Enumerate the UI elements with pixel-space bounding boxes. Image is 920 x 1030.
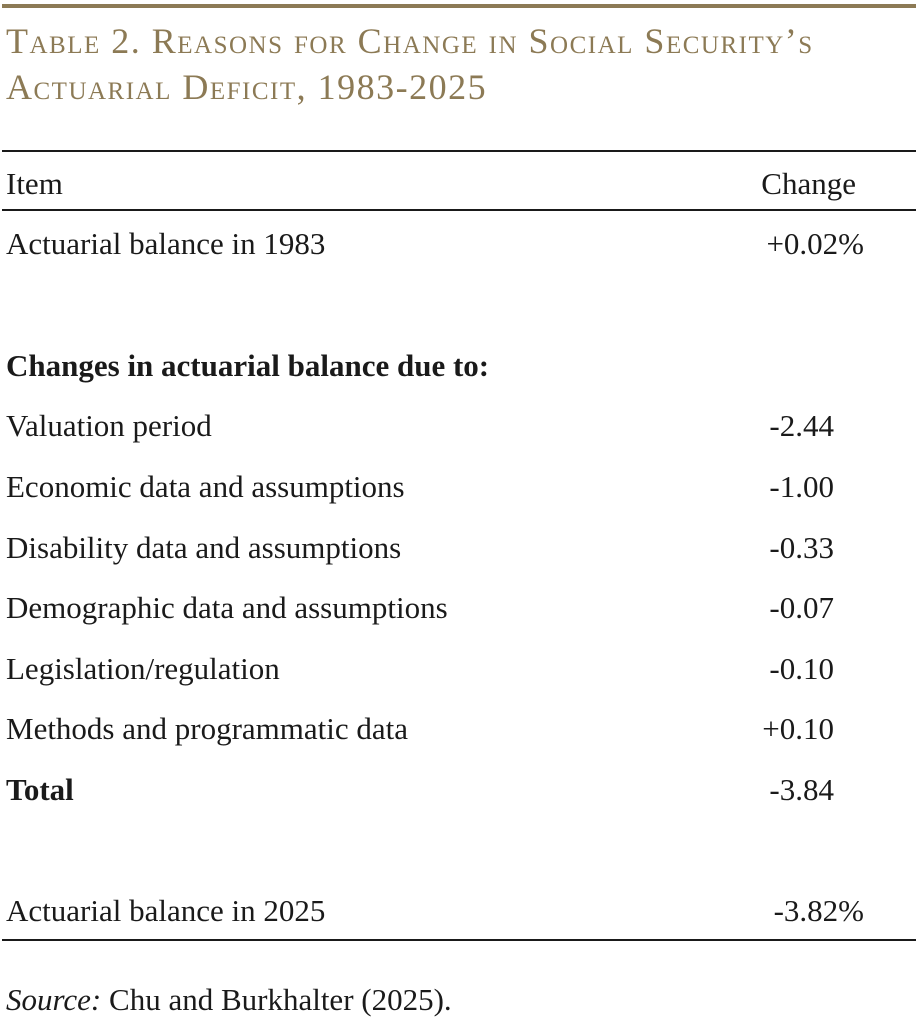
table-row [6,396,916,456]
table-row [6,881,916,941]
row-label: Disability data and assumptions [6,530,402,565]
header-bottom-rule [2,209,916,211]
section-heading-row [6,336,916,396]
table-bottom-rule [2,939,916,941]
row-label: Valuation period [6,408,212,443]
source-note [6,970,452,1030]
row-value: -1.00 [769,469,834,504]
table-title [6,18,916,110]
table-header-row [6,154,916,214]
table-title-line-1: Table 2. Reasons for Change in Social Security’s [6,21,814,61]
source-text: Chu and Burkhalter (2025). [101,982,452,1017]
header-top-rule [2,150,916,152]
row-label: Methods and programmatic data [6,711,409,746]
row-value: -3.82% [773,893,864,928]
column-header-item: Item [6,166,63,201]
row-label: Economic data and assumptions [6,469,405,504]
table-row [6,214,916,274]
table-row [6,518,916,578]
row-label: Actuarial balance in 1983 [6,226,326,261]
row-label: Legislation/regulation [6,651,280,686]
row-value: -2.44 [769,408,834,443]
top-accent-rule [2,4,916,8]
table-row [6,639,916,699]
row-label: Demographic data and assumptions [6,590,448,625]
row-value: +0.02% [766,226,864,261]
row-value: -0.33 [769,530,834,565]
total-value: -3.84 [769,772,834,807]
row-value: -0.07 [769,590,834,625]
source-prefix: Source: [6,982,102,1017]
table-row [6,578,916,638]
row-value: -0.10 [769,651,834,686]
table-row [6,457,916,517]
table-title-line-2: Actuarial Deficit, 1983-2025 [6,67,488,107]
row-value: +0.10 [762,711,834,746]
table-row [6,699,916,759]
total-row [6,760,916,820]
column-header-change: Change [761,166,856,201]
row-label: Actuarial balance in 2025 [6,893,326,928]
section-heading: Changes in actuarial balance due to: [6,348,490,383]
total-label: Total [6,772,74,807]
